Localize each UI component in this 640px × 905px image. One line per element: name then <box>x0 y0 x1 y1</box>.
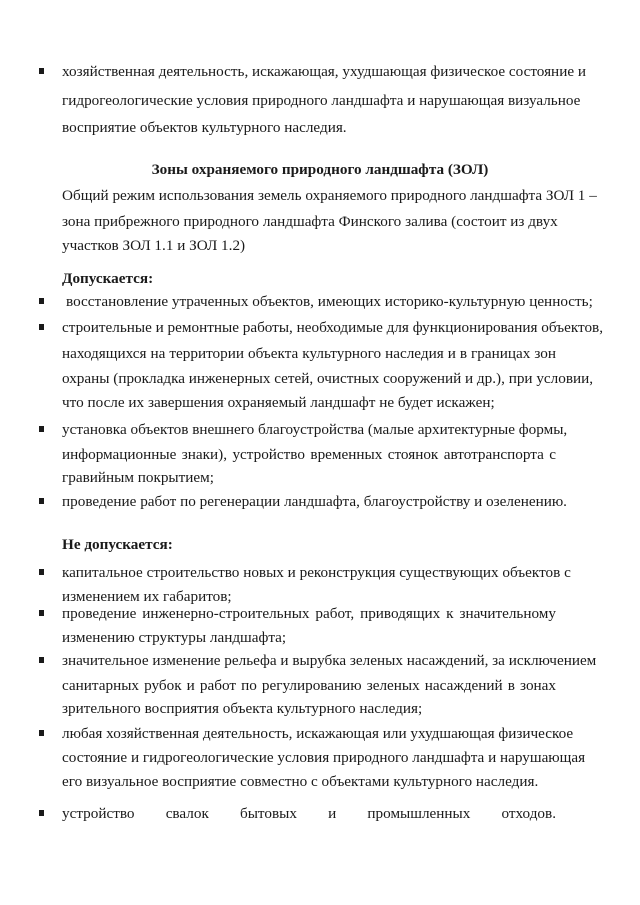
allowed-item-line: гравийным покрытием; <box>62 469 214 486</box>
allowed-item-line: восстановление утраченных объектов, имеющих историко-культурную ценность; <box>66 293 593 310</box>
forbidden-item-line: зрительного восприятия объекта культурного наследия; <box>62 700 423 717</box>
allowed-item-line: установка объектов внешнего благоустройства (малые архитектурные формы, <box>62 421 568 438</box>
allowed-item-line: проведение работ по регенерации ландшафта, благоустройству и озеленению. <box>62 493 567 510</box>
forbidden-item-line: его визуальное восприятие совместно с объектами культурного наследия. <box>62 773 539 790</box>
bullet-marker <box>39 324 44 330</box>
bullet-marker <box>39 810 44 816</box>
section-desc-line: участков ЗОЛ 1.1 и ЗОЛ 1.2) <box>62 237 246 254</box>
forbidden-item-line: капитальное строительство новых и реконструкция существующих объектов с <box>62 564 571 581</box>
bullet-marker <box>39 657 44 663</box>
intro-line: восприятие объектов культурного наследия. <box>62 119 347 136</box>
section-desc-line: зона прибрежного природного ландшафта Финского залива (состоит из двух <box>62 213 558 230</box>
forbidden-item-line: изменению структуры ландшафта; <box>62 629 287 646</box>
allowed-heading: Допускается: <box>62 270 154 287</box>
bullet-marker <box>39 569 44 575</box>
intro-line: хозяйственная деятельность, искажающая, ухудшающая физическое состояние и <box>62 63 586 80</box>
forbidden-item-line: изменением их габаритов; <box>62 588 232 605</box>
forbidden-item-line: состояние и гидрогеологические условия природного ландшафта и нарушающая <box>62 749 586 766</box>
bullet-marker <box>39 426 44 432</box>
bullet-marker <box>39 730 44 736</box>
intro-line: гидрогеологические условия природного ландшафта и нарушающая визуальное <box>62 92 581 109</box>
allowed-item-line: находящихся на территории объекта культурного наследия и в границах зон <box>62 345 556 362</box>
bullet-marker <box>39 298 44 304</box>
bullet-marker <box>39 68 44 74</box>
forbidden-item-line: значительное изменение рельефа и вырубка зеленых насаждений, за исключением <box>62 652 597 669</box>
section-desc-line: Общий режим использования земель охраняемого природного ландшафта ЗОЛ 1 – <box>62 187 597 204</box>
allowed-item-line: охраны (прокладка инженерных сетей, очистных сооружений и др.), при условии, <box>62 370 594 387</box>
allowed-item-line: строительные и ремонтные работы, необходимые для функционирования объектов, <box>62 319 604 336</box>
section-title: Зоны охраняемого природного ландшафта (ЗОЛ) <box>151 161 489 178</box>
forbidden-heading: Не допускается: <box>62 536 173 553</box>
allowed-item-line: информационные знаки), устройство временных стоянок автотранспорта с <box>62 446 556 463</box>
bullet-marker <box>39 498 44 504</box>
bullet-marker <box>39 610 44 616</box>
forbidden-item-line: санитарных рубок и работ по регулированию зеленых насаждений в зонах <box>62 677 556 694</box>
forbidden-item-line: проведение инженерно-строительных работ, приводящих к значительному <box>62 605 556 622</box>
allowed-item-line: что после их завершения охраняемый ландшафт не будет искажен; <box>62 394 495 411</box>
forbidden-item-line: устройство свалок бытовых и промышленных отходов. <box>62 805 556 822</box>
forbidden-item-line: любая хозяйственная деятельность, искажающая или ухудшающая физическое <box>62 725 574 742</box>
